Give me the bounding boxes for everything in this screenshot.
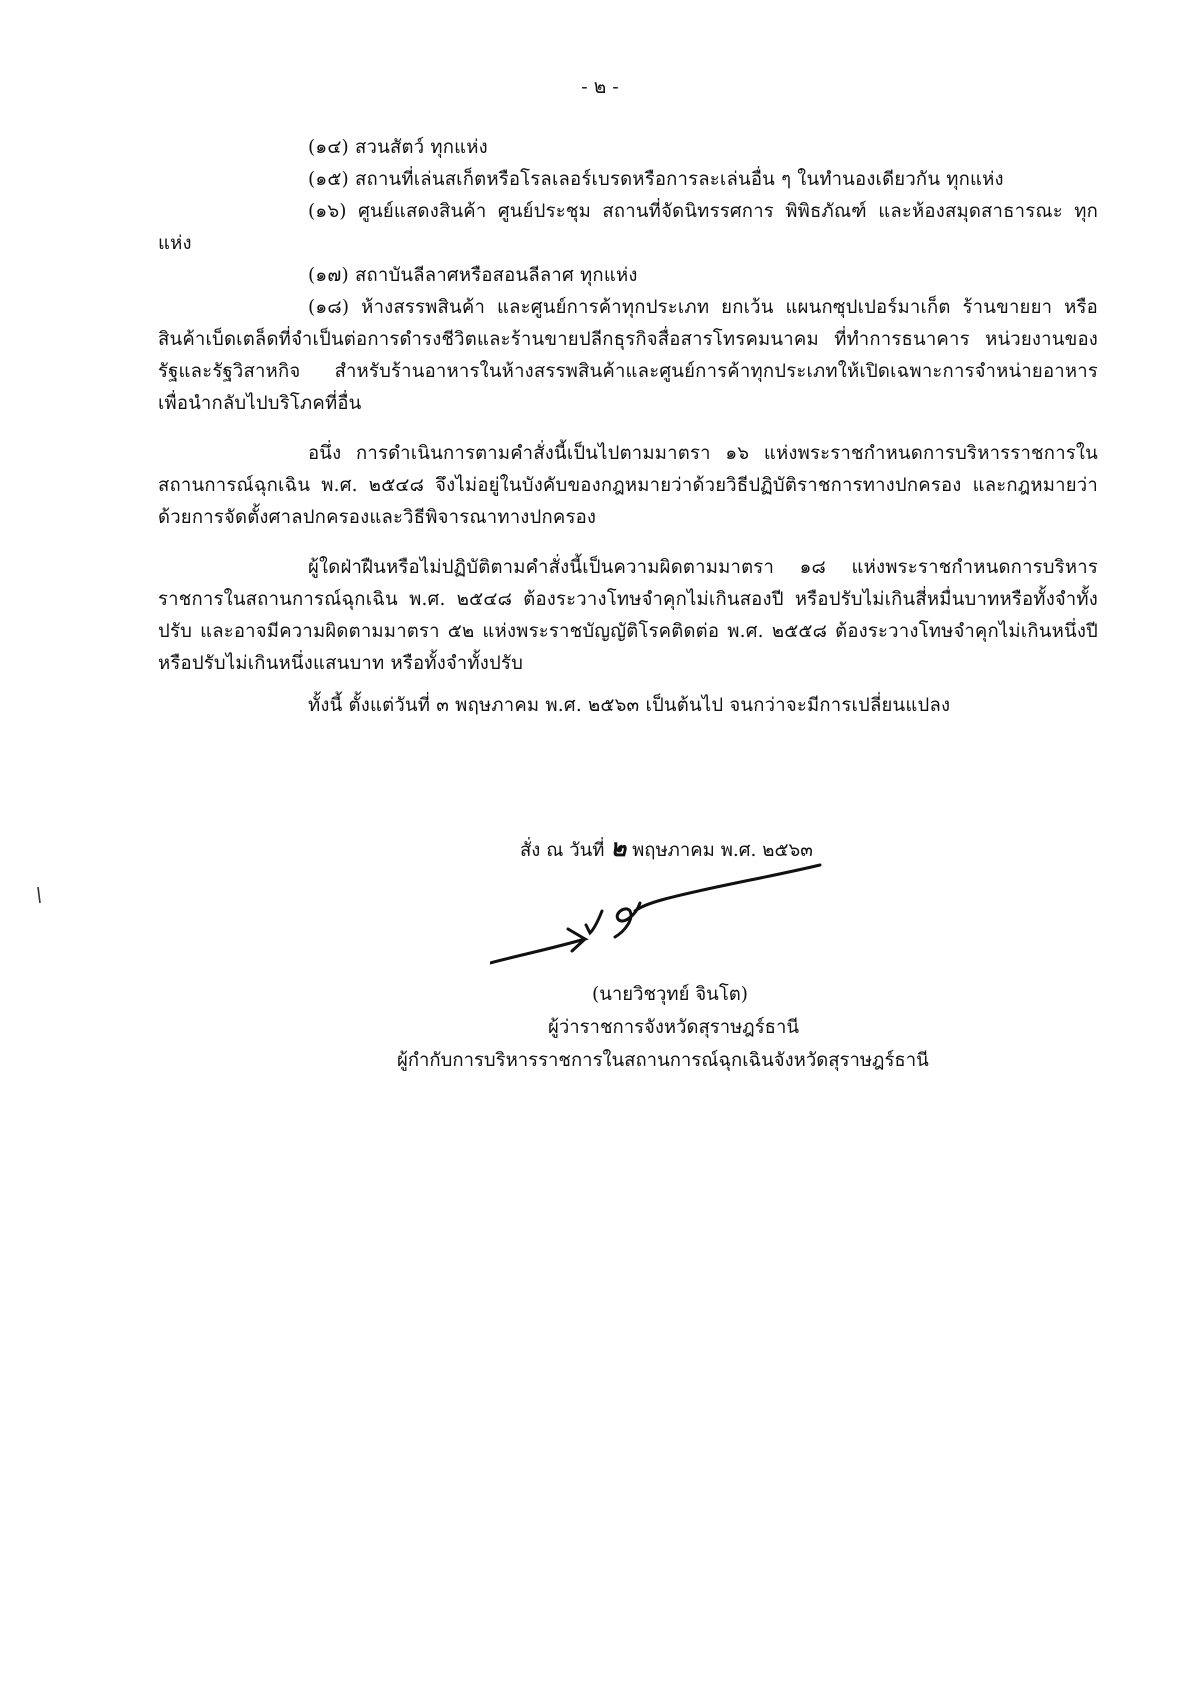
margin-mark xyxy=(36,886,42,904)
order-date-prefix: สั่ง ณ วันที่ xyxy=(520,840,605,861)
signer-name: (นายวิชวุทย์ จินโต) xyxy=(592,984,748,1005)
penalty-paragraph: ผู้ใดฝ่าฝืนหรือไม่ปฏิบัติตามคำสั่งนี้เป็นความผิดตามมาตรา ๑๘ แห่งพระราชกำหนดการบริหารราชการในสถานการณ์ฉุกเฉิน พ.ศ. ๒๕๔๘ ต้องระวางโทษจำคุกไม่เกินสองปี หรือปรับไม่เกินสี่หมื่นบาทหรือทั้งจำทั้งปรับ และอาจมีความผิดตามมาตรา ๕๒ แห่งพระราชบัญญัติโรคติดต่อ พ.ศ. ๒๕๕๘ ต้องระวางโทษจำคุกไม่เกินหนึ่งปี หรือปรับไม่เกินหนึ่งแสนบาท หรือทั้งจำทั้งปรับ xyxy=(158,557,1098,674)
signature-stroke-long xyxy=(635,865,820,911)
signature-stroke-arrow xyxy=(490,929,585,963)
effective-date-paragraph: ทั้งนี้ ตั้งแต่วันที่ ๓ พฤษภาคม พ.ศ. ๒๕๖๓ เป็นต้นไป จนกว่าจะมีการเปลี่ยนแปลง xyxy=(308,695,951,716)
page-number: - ๒ - xyxy=(581,76,619,98)
legal-basis-paragraph: อนึ่ง การดำเนินการตามคำสั่งนี้เป็นไปตามมาตรา ๑๖ แห่งพระราชกำหนดการบริหารราชการในสถานการณ์ฉุกเฉิน พ.ศ. ๒๕๔๘ จึงไม่อยู่ในบังคับของกฎหมายว่าด้วยวิธีปฏิบัติราชการทางปกครอง และกฎหมายว่าด้วยการจัดตั้งศาลปกครองและวิธีพิจารณาทางปกครอง xyxy=(158,443,1098,528)
list-item-15: (๑๕) สถานที่เล่นสเก็ตหรือโรลเลอร์เบรดหรือการละเล่นอื่น ๆ ในทำนองเดียวกัน ทุกแห่ง xyxy=(308,169,1004,190)
signer-block xyxy=(0,978,1200,1077)
list-item-17: (๑๗) สถาบันลีลาศหรือสอนลีลาศ ทุกแห่ง xyxy=(308,265,638,286)
order-date-month-year: พฤษภาคม พ.ศ. ๒๕๖๓ xyxy=(632,840,813,861)
list-item-16: (๑๖) ศูนย์แสดงสินค้า ศูนย์ประชุม สถานที่จัดนิทรรศการ พิพิธภัณฑ์ และห้องสมุดสาธารณะ ทุกแห่ง xyxy=(158,201,1098,254)
list-item-18: (๑๘) ห้างสรรพสินค้า และศูนย์การค้าทุกประเภท ยกเว้น แผนกซุปเปอร์มาเก็ต ร้านขายยา หรือสินค้าเบ็ดเตล็ดที่จำเป็นต่อการดำรงชีวิตและร้านขายปลีกธุรกิจสื่อสารโทรคมนาคม ที่ทำการธนาคาร หน่วยงานของรัฐและรัฐวิสาหกิจ สำหรับร้านอาหารในห้างสรรพสินค้าและศูนย์การค้าทุกประเภทให้เปิดเฉพาะการจำหน่ายอาหารเพื่อนำกลับไปบริโภคที่อื่น xyxy=(158,297,1098,414)
signature-stroke-hook xyxy=(586,911,602,933)
signer-position-emergency-supervisor: ผู้กำกับการบริหารราชการในสถานการณ์ฉุกเฉินจังหวัดสุราษฎร์ธานี xyxy=(397,1050,929,1071)
document-body xyxy=(158,132,1098,722)
list-item-14: (๑๔) สวนสัตว์ ทุกแห่ง xyxy=(308,137,488,158)
handwritten-signature xyxy=(490,855,910,985)
order-date-day: ๒ xyxy=(610,833,627,862)
signature-stroke-mid xyxy=(615,903,640,937)
signer-position-governor: ผู้ว่าราชการจังหวัดสุราษฎร์ธานี xyxy=(548,1017,799,1038)
